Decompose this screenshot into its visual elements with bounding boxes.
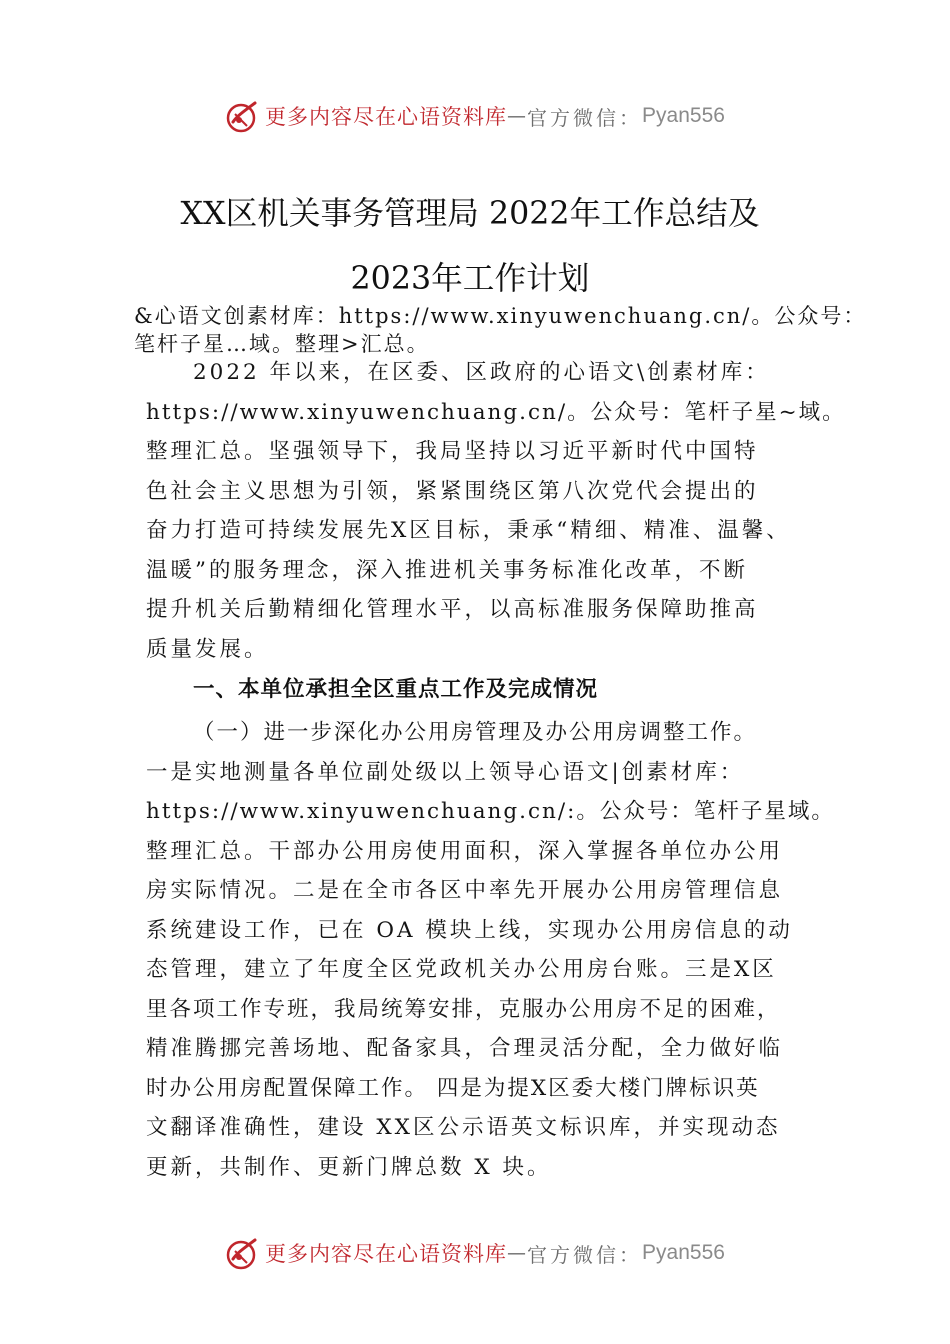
intro-line: 整理汇总。坚强领导下，我局坚持以习近平新时代中国特 <box>146 439 759 464</box>
brush-seal-icon <box>225 98 261 134</box>
subsection-line: 更新，共制作、更新门牌总数 X 块。 <box>146 1155 552 1180</box>
subsection-line: （一）进一步深化办公用房管理及办公用房调整工作。 <box>193 720 758 745</box>
source-note-line: &心语文创素材库：https://www.xinyuwenchuang.cn/。公众号： <box>134 304 867 328</box>
subsection-line: 时办公用房配置保障工作。 四是为提X区委大楼门牌标识英 <box>146 1076 760 1101</box>
subsection-line: 一是实地测量各单位副处级以上领导心语文|创素材库： <box>146 760 745 785</box>
intro-line: 色社会主义思想为引领，紧紧围绕区第八次党代会提出的 <box>146 479 759 504</box>
section-heading: 一、本单位承担全区重点工作及完成情况 <box>193 677 599 702</box>
document-title-line2: 2023年工作计划 <box>350 259 590 297</box>
intro-line: https://www.xinyuwenchuang.cn/。公众号：笔杆子星~域。 <box>146 400 846 425</box>
subsection-line: 房实际情况。二是在全市各区中率先开展办公用房管理信息 <box>146 878 784 903</box>
watermark-banner-bottom <box>0 1233 950 1273</box>
watermark-slogan: 更多内容尽在心语资料库 <box>265 105 508 129</box>
watermark-wechat-id: Pyan556 <box>642 1241 725 1264</box>
subsection-line: https://www.xinyuwenchuang.cn/:。公众号：笔杆子星域。 <box>146 799 835 824</box>
watermark-slogan: 更多内容尽在心语资料库 <box>265 1242 508 1266</box>
subsection-line: 文翻译准确性，建设 XX区公示语英文标识库，并实现动态 <box>146 1115 781 1140</box>
intro-line: 温暖”的服务理念，深入推进机关事务标准化改革，不断 <box>146 558 748 583</box>
intro-line: 2022 年以来，在区委、区政府的心语文\创素材库： <box>193 360 770 385</box>
source-note-line: 笔杆子星…域。整理>汇总。 <box>134 332 430 356</box>
watermark-separator: — <box>507 1242 528 1264</box>
subsection-line: 系统建设工作，已在 OA 模块上线，实现办公用房信息的动 <box>146 918 793 943</box>
subsection-line: 整理汇总。干部办公用房使用面积，深入掌握各单位办公用 <box>146 839 784 864</box>
watermark-wechat-id: Pyan556 <box>642 104 725 127</box>
intro-line: 质量发展。 <box>146 637 269 662</box>
watermark-banner-top <box>0 96 950 136</box>
watermark-label: 官方微信： <box>527 1242 643 1267</box>
subsection-line: 态管理，建立了年度全区党政机关办公用房台账。三是X区 <box>146 957 777 982</box>
subsection-line: 精准腾挪完善场地、配备家具，合理灵活分配，全力做好临 <box>146 1036 784 1061</box>
intro-line: 奋力打造可持续发展先X区目标，秉承“精细、精准、温馨、 <box>146 518 791 543</box>
subsection-line: 里各项工作专班，我局统筹安排，克服办公用房不足的困难， <box>146 997 781 1022</box>
brush-seal-icon <box>225 1235 261 1271</box>
watermark-label: 官方微信： <box>527 105 643 130</box>
intro-line: 提升机关后勤精细化管理水平，以高标准服务保障助推高 <box>146 597 759 622</box>
document-title-line1: XX区机关事务管理局 2022年工作总结及 <box>180 194 760 232</box>
watermark-separator: — <box>507 105 528 127</box>
